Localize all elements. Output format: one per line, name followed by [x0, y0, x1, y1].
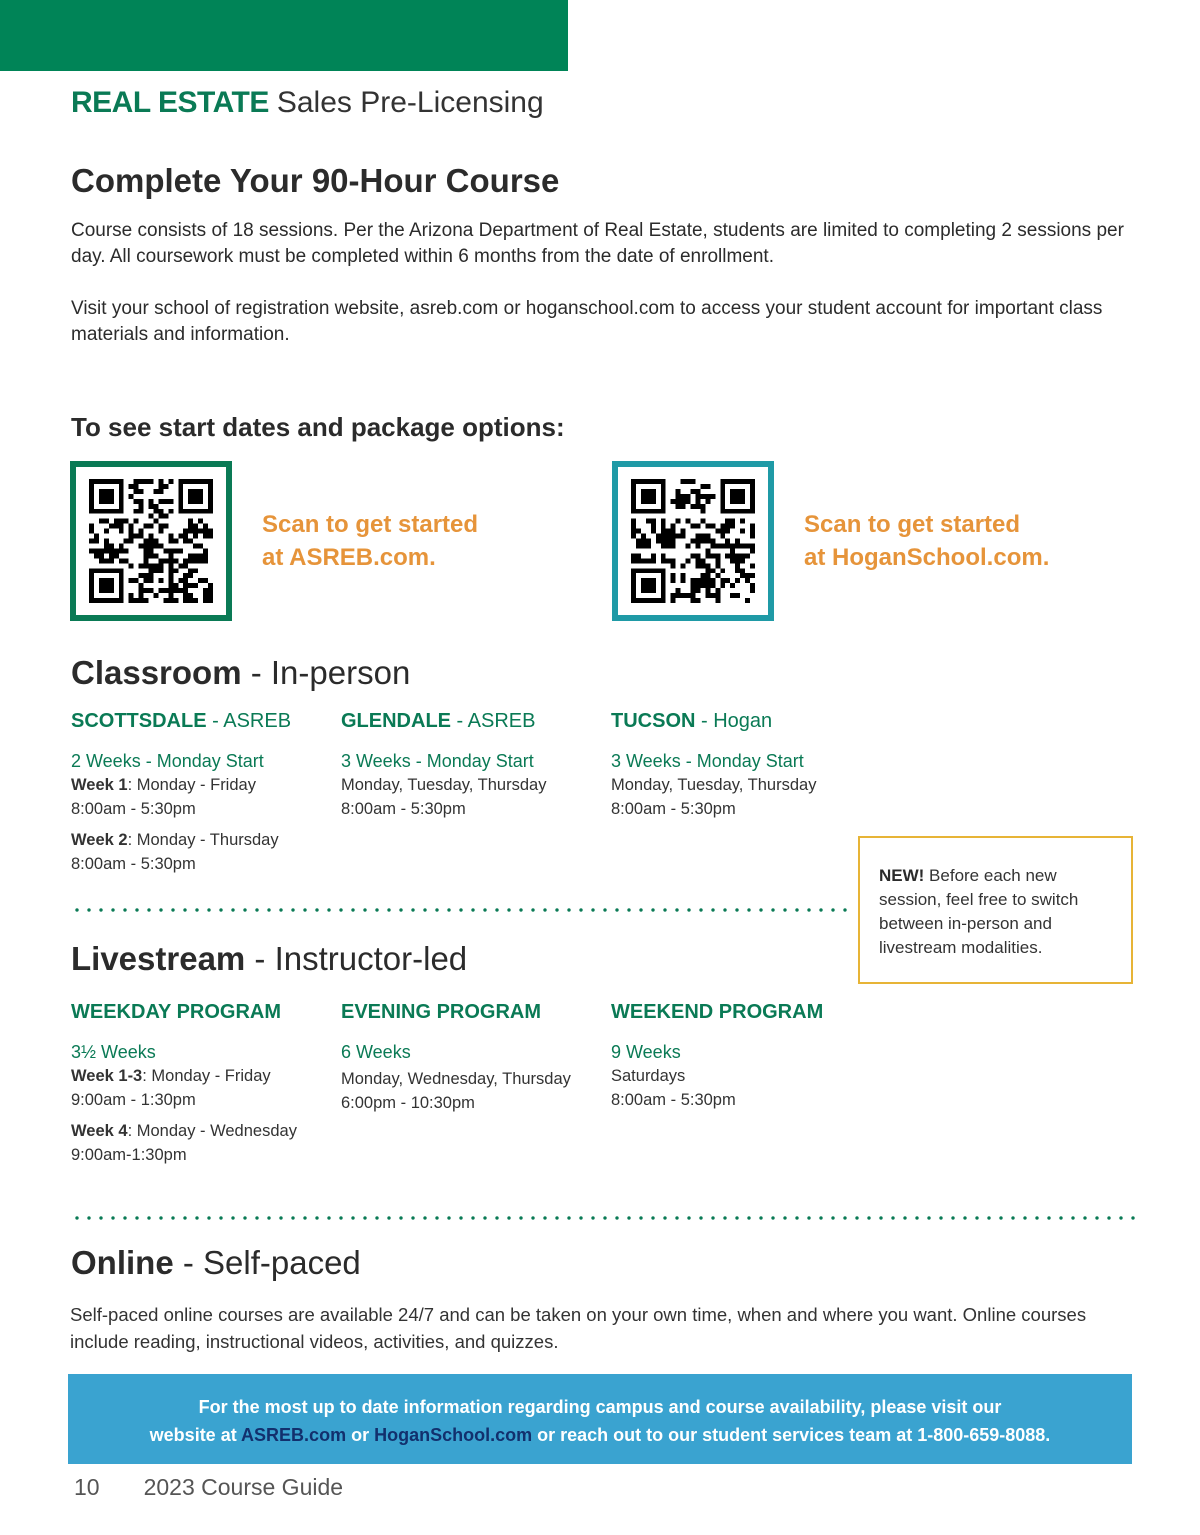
note-new-label: NEW!: [879, 866, 925, 885]
classroom-heading-bold: Classroom: [71, 654, 242, 691]
duration: 3 Weeks - Monday Start: [341, 751, 534, 771]
schedule-time: 6:00pm - 10:30pm: [341, 1094, 475, 1112]
schedule-time: 9:00am-1:30pm: [71, 1146, 187, 1164]
week-label: Week 4: [71, 1122, 128, 1140]
qr-code-icon: [630, 479, 756, 603]
location-name: SCOTTSDALE: [71, 710, 207, 732]
location-name: GLENDALE: [341, 710, 451, 732]
guide-title: 2023 Course Guide: [143, 1474, 344, 1500]
info-banner: [68, 1374, 1132, 1464]
scan-asreb-text: [262, 508, 478, 574]
livestream-heading-bold: Livestream: [71, 940, 246, 977]
scan-hogan-text: [804, 508, 1049, 574]
qr-code-icon: [88, 479, 214, 603]
header-brand: REAL ESTATE: [71, 86, 269, 119]
banner-text: or: [346, 1425, 375, 1445]
banner-text: or reach out to our student services team at 1-800-659-8088.: [532, 1425, 1051, 1445]
hogan-link[interactable]: HoganSchool.com: [374, 1425, 533, 1445]
schedule-time: 8:00am - 5:30pm: [611, 1091, 736, 1109]
scan-asreb-line1: Scan to get started: [262, 511, 479, 538]
packages-heading: To see start dates and package options:: [71, 412, 565, 442]
duration: 3½ Weeks: [71, 1042, 156, 1062]
scottsdale-column: [71, 710, 331, 876]
location-name: TUCSON: [611, 710, 696, 732]
school-name: - ASREB: [451, 710, 536, 732]
program-title: WEEKDAY PROGRAM: [71, 1001, 282, 1023]
tucson-column: [611, 710, 871, 821]
schedule-time: 8:00am - 5:30pm: [71, 800, 196, 818]
schedule-time: 8:00am - 5:30pm: [611, 800, 736, 818]
program-title: EVENING PROGRAM: [341, 1001, 542, 1023]
banner-text: website at: [149, 1425, 242, 1445]
hogan-qr-code[interactable]: [612, 461, 774, 621]
schedule-days: [71, 773, 331, 797]
note-text: Before each new session, feel free to switch between in-person and livestream modalities.: [879, 866, 1079, 957]
scan-asreb-line2: at ASREB.com.: [262, 544, 436, 571]
scan-hogan-line2: at HoganSchool.com.: [804, 544, 1050, 571]
week-days: : Monday - Thursday: [127, 831, 279, 849]
schedule-days: [71, 828, 331, 852]
classroom-heading: [71, 654, 410, 692]
location-title: [71, 710, 331, 733]
page-number: 10: [74, 1474, 100, 1500]
schedule-days: Monday, Tuesday, Thursday: [611, 776, 817, 794]
online-heading-rest: - Self-paced: [173, 1244, 361, 1281]
week-days: : Monday - Friday: [142, 1067, 271, 1085]
week-label: Week 1: [71, 776, 128, 794]
week-label: Week 2: [71, 831, 128, 849]
evening-program-column: [341, 1001, 601, 1115]
duration: 9 Weeks: [611, 1042, 681, 1062]
location-title: [611, 710, 871, 733]
schedule-days: [71, 1064, 331, 1088]
week-label: Week 1-3: [71, 1067, 143, 1085]
schedule-days: [71, 1119, 331, 1143]
online-heading-bold: Online: [71, 1244, 174, 1281]
glendale-column: [341, 710, 601, 821]
online-heading: [71, 1244, 361, 1282]
schedule-days: Monday, Wednesday, Thursday: [341, 1070, 571, 1088]
page-title: Complete Your 90-Hour Course: [71, 162, 560, 199]
schedule-days: Saturdays: [611, 1067, 686, 1085]
program-title: WEEKEND PROGRAM: [611, 1001, 824, 1023]
banner-line1: For the most up to date information regarding campus and course availability, please visit our: [198, 1397, 1002, 1417]
school-name: - Hogan: [695, 710, 773, 732]
duration: 3 Weeks - Monday Start: [611, 751, 804, 771]
schedule-days: Monday, Tuesday, Thursday: [341, 776, 547, 794]
intro-paragraph: Course consists of 18 sessions. Per the Arizona Department of Real Estate, students are limited to completing 2 sessions per day. All coursework must be completed within 6 months from the date of enrollment.: [71, 220, 1124, 267]
schedule-time: 8:00am - 5:30pm: [71, 855, 196, 873]
dotted-divider: [71, 1216, 1135, 1220]
banner-line2: [68, 1421, 1132, 1449]
schedule-time: 9:00am - 1:30pm: [71, 1091, 196, 1109]
dotted-divider: [71, 908, 847, 912]
schedule-time: 8:00am - 5:30pm: [341, 800, 466, 818]
asreb-link[interactable]: ASREB.com: [241, 1425, 347, 1445]
weekend-program-column: [611, 1001, 871, 1112]
duration: 2 Weeks - Monday Start: [71, 751, 264, 771]
week-days: : Monday - Friday: [127, 776, 256, 794]
page-header: [71, 86, 544, 120]
page-footer: [74, 1474, 343, 1501]
livestream-heading-rest: - Instructor-led: [245, 940, 468, 977]
school-name: - ASREB: [206, 710, 292, 732]
access-paragraph: Visit your school of registration website, asreb.com or hoganschool.com to access your student account for important class materials and information.: [71, 298, 1103, 345]
livestream-heading: [71, 940, 467, 978]
week-days: : Monday - Wednesday: [127, 1122, 297, 1140]
new-modality-note: [858, 836, 1133, 984]
location-title: [341, 710, 601, 733]
classroom-heading-rest: - In-person: [241, 654, 411, 691]
online-description: Self-paced online courses are available 24/7 and can be taken on your own time, when and where you want. Online courses include reading, instructional videos, activities, and quizzes.: [70, 1304, 1087, 1352]
scan-hogan-line1: Scan to get started: [804, 511, 1021, 538]
weekday-program-column: [71, 1001, 331, 1167]
duration: 6 Weeks: [341, 1042, 411, 1062]
asreb-qr-code[interactable]: [70, 461, 232, 621]
header-subtitle: Sales Pre-Licensing: [276, 86, 544, 119]
header-accent-bar: [0, 0, 568, 71]
